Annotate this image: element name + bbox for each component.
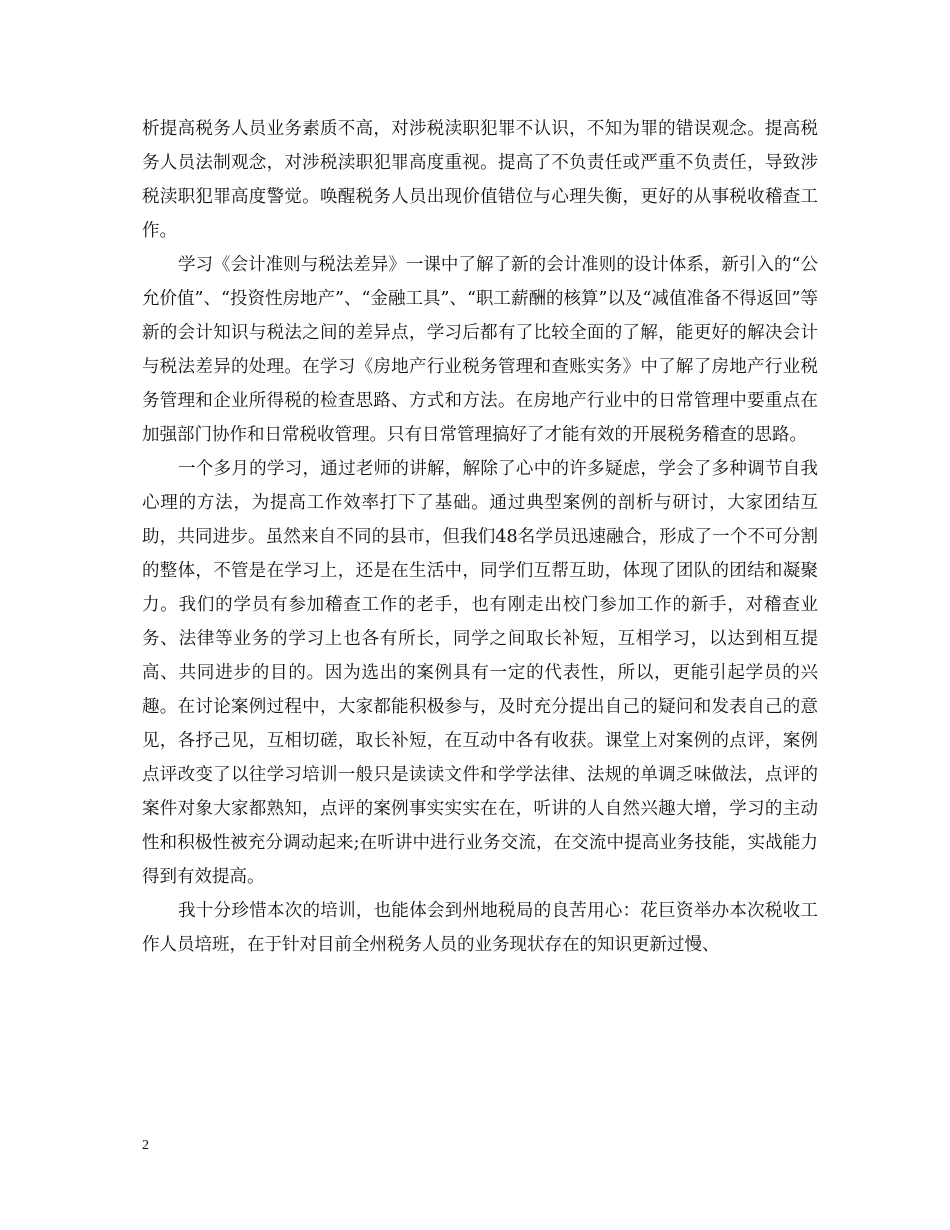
paragraph-2: 学习《会计准则与税法差异》一课中了解了新的会计准则的设计体系，新引入的“公允价值”、“投资性房地产”、“金融工具”、“职工薪酬的核算”以及“减值准备不得返回”等新的会计知识与税法之间的差异点，学习后都有了比较全面的了解，能更好的解决会计与税法差异的处理。在学习《房地产行业税务管理和查账实务》中了解了房地产行业税务管理和企业所得税的检查思路、方式和方法。在房地产行业中的日常管理中要重点在加强部门协作和日常税收管理。只有日常管理搞好了才能有效的开展税务稽查的思路。: [142, 255, 818, 445]
paragraph-1: 析提高税务人员业务素质不高，对涉税渎职犯罪不认识，不知为罪的错误观念。提高税务人员法制观念，对涉税渎职犯罪高度重视。提高了不负责任或严重不负责任，导致涉税渎职犯罪高度警觉。唤醒税务人员出现价值错位与心理失衡，更好的从事税收稽查工作。: [142, 119, 818, 241]
page-number: 2: [142, 1138, 149, 1153]
paragraph-4: 我十分珍惜本次的培训，也能体会到州地税局的良苦用心：花巨资举办本次税收工作人员培班，在于针对目前全州税务人员的业务现状存在的知识更新过慢、: [142, 901, 818, 955]
paragraph-3: 一个多月的学习，通过老师的讲解，解除了心中的许多疑虑，学会了多种调节自我心理的方法，为提高工作效率打下了基础。通过典型案例的剖析与研讨，大家团结互助，共同进步。虽然来自不同的县市，但我们48名学员迅速融合，形成了一个不可分割的整体，不管是在学习上，还是在生活中，同学们互帮互助，体现了团队的团结和凝聚力。我们的学员有参加稽查工作的老手，也有刚走出校门参加工作的新手，对稽查业务、法律等业务的学习上也各有所长，同学之间取长补短，互相学习，以达到相互提高、共同进步的目的。因为选出的案例具有一定的代表性，所以，更能引起学员的兴趣。在讨论案例过程中，大家都能积极参与，及时充分提出自己的疑问和发表自己的意见，各抒己见，互相切磋，取长补短，在互动中各有收获。课堂上对案例的点评，案例点评改变了以往学习培训一般只是读读文件和学学法律、法规的单调乏味做法，点评的案件对象大家都熟知，点评的案例事实实实在在，听讲的人自然兴趣大增，学习的主动性和积极性被充分调动起来;在听讲中进行业务交流，在交流中提高业务技能，实战能力得到有效提高。: [142, 459, 818, 887]
document-body: [142, 112, 818, 962]
